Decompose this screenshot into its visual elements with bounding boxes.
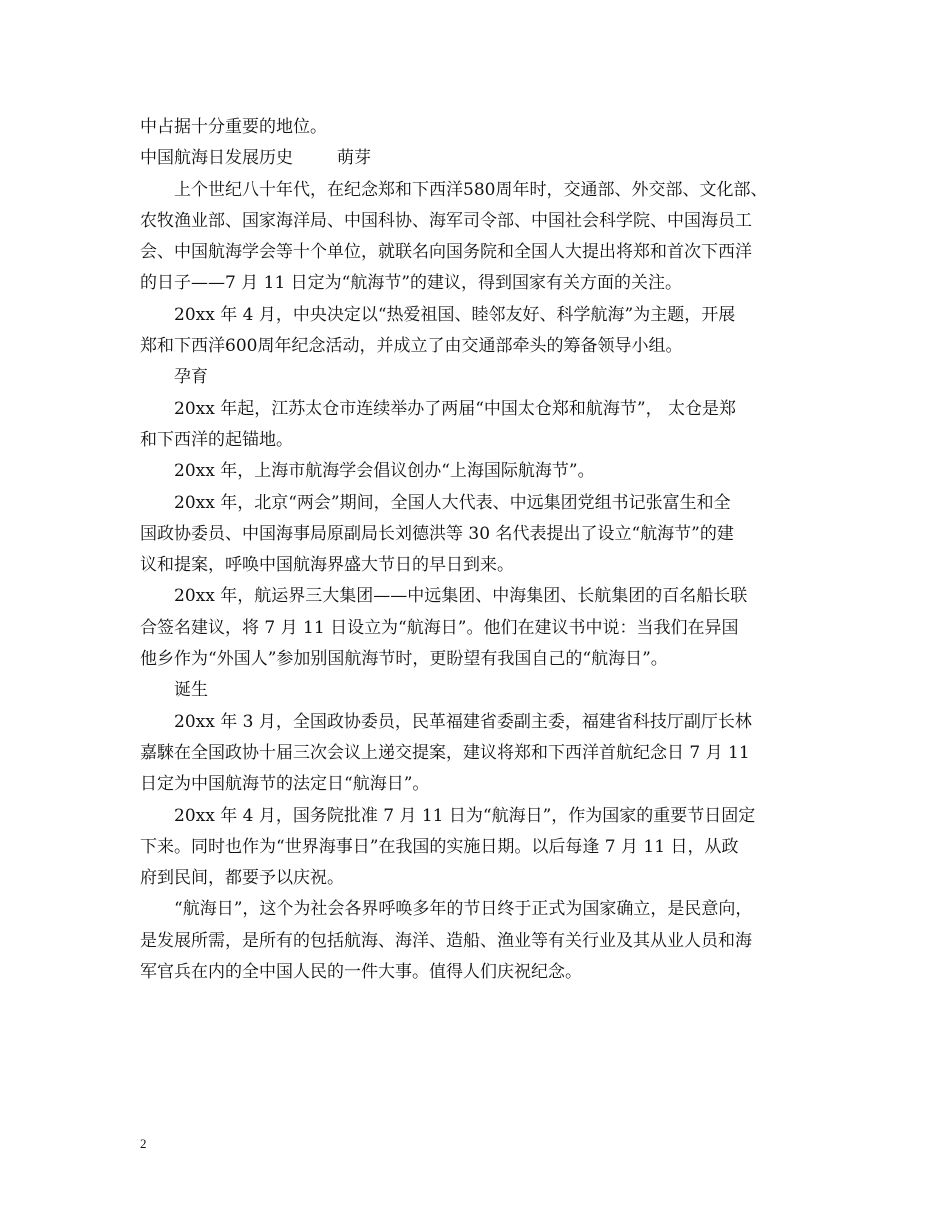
subheading-line: 诞生 bbox=[174, 680, 208, 701]
text-line: 军官兵在内的全中国人民的一件大事。值得人们庆祝纪念。 bbox=[140, 962, 582, 983]
text-line: 20xx 年 4 月，国务院批准 7 月 11 日为“航海日”，作为国家的重要节日固定 bbox=[174, 805, 756, 826]
text-line: 上个世纪八十年代，在纪念郑和下西洋580周年时，交通部、外交部、文化部、 bbox=[174, 179, 768, 200]
text-line: 合签名建议，将 7 月 11 日设立为“航海日”。他们在建议书中说：当我们在异国 bbox=[140, 617, 739, 638]
section-heading-line bbox=[140, 143, 820, 174]
text-line: 议和提案，呼唤中国航海界盛大节日的早日到来。 bbox=[140, 555, 514, 576]
text-line: 日定为中国航海节的法定日“航海日”。 bbox=[140, 774, 430, 795]
text-line: 他乡作为“外国人”参加别国航海节时，更盼望有我国自己的“航海日”。 bbox=[140, 649, 668, 670]
subheading-line: 孕育 bbox=[174, 367, 208, 388]
text-line: 20xx 年，上海市航海学会倡议创办“上海国际航海节”。 bbox=[174, 461, 595, 482]
text-line: 会、中国航海学会等十个单位，就联名向国务院和全国人大提出将郑和首次下西洋 bbox=[140, 242, 752, 263]
text-line: 和下西洋的起锚地。 bbox=[140, 429, 293, 450]
text-line: “航海日”，这个为社会各界呼唤多年的节日终于正式为国家确立，是民意向， bbox=[174, 899, 753, 920]
text-line: 是发展所需，是所有的包括航海、海洋、造船、渔业等有关行业及其从业人员和海 bbox=[140, 930, 752, 951]
text-line: 的日子——7 月 11 日定为“航海节”的建议，得到国家有关方面的关注。 bbox=[140, 273, 683, 294]
text-line: 20xx 年 3 月，全国政协委员，民革福建省委副主委，福建省科技厅副厅长林 bbox=[174, 711, 752, 732]
text-line: 20xx 年 4 月，中央决定以“热爱祖国、睦邻友好、科学航海”为主题，开展 bbox=[174, 304, 736, 325]
text-line: 府到民间，都要予以庆祝。 bbox=[140, 868, 344, 889]
text-line: 20xx 年，航运界三大集团——中远集团、中海集团、长航集团的百名船长联 bbox=[174, 586, 748, 607]
text-line: 国政协委员、中国海事局原副局长刘德洪等 30 名代表提出了设立“航海节”的建 bbox=[140, 523, 734, 544]
section-heading: 中国航海日发展历史 bbox=[140, 148, 293, 169]
text-line: 20xx 年起，江苏太仓市连续举办了两届“中国太仓郑和航海节”， 太仓是郑 bbox=[174, 398, 736, 419]
document-body bbox=[140, 112, 820, 988]
text-line: 20xx 年，北京“两会”期间，全国人大代表、中远集团党组书记张富生和全 bbox=[174, 492, 731, 513]
section-subheading: 萌芽 bbox=[337, 148, 371, 169]
text-line: 嘉騋在全国政协十届三次会议上递交提案，建议将郑和下西洋首航纪念日 7 月 11 bbox=[140, 742, 750, 763]
text-line: 下来。同时也作为“世界海事日”在我国的实施日期。以后每逢 7 月 11 日，从政 bbox=[140, 836, 739, 857]
page-number: 2 bbox=[140, 1136, 147, 1151]
text-line: 郑和下西洋600周年纪念活动，并成立了由交通部牵头的筹备领导小组。 bbox=[140, 336, 683, 357]
text-line: 中占据十分重要的地位。 bbox=[140, 117, 327, 137]
text-line: 农牧渔业部、国家海洋局、中国科协、海军司令部、中国社会科学院、中国海员工 bbox=[140, 210, 752, 231]
